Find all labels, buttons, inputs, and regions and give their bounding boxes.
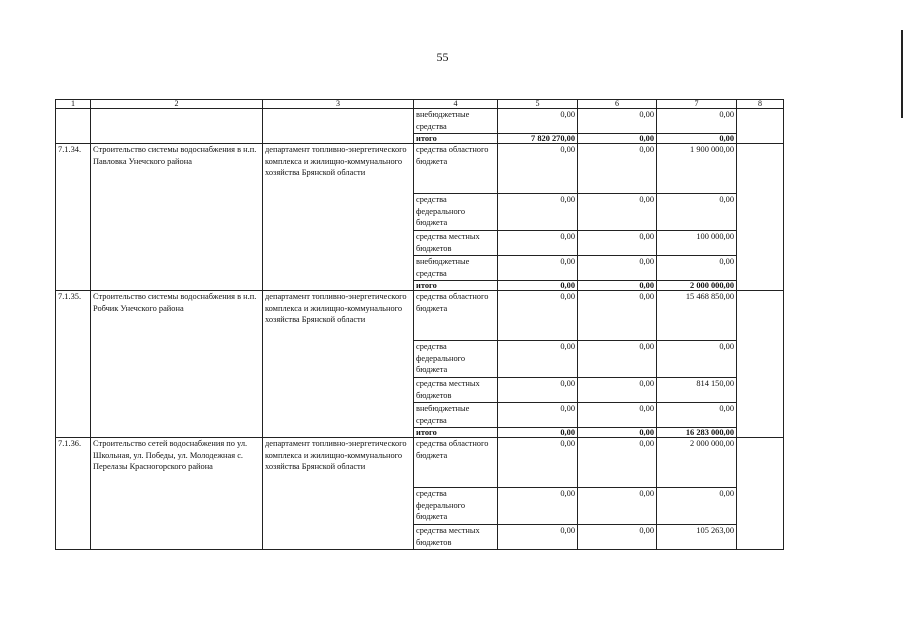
source-cell: средства федерального бюджета [414,341,498,378]
source-cell: средства местных бюджетов [414,378,498,403]
code-cell: 7.1.35. [56,291,91,438]
source-cell: внебюджетные средства [414,109,498,134]
source-cell: средства федерального бюджета [414,194,498,231]
table-row [56,109,784,134]
value-cell: 0,00 [578,488,657,525]
code-cell: 7.1.36. [56,438,91,550]
column-header: 5 [498,100,578,109]
note-cell [737,438,784,550]
value-cell: 2 000 000,00 [657,281,737,291]
scan-edge-line [901,30,903,118]
value-cell: 0,00 [578,281,657,291]
column-header: 6 [578,100,657,109]
column-header: 4 [414,100,498,109]
source-cell: средства областного бюджета [414,291,498,341]
value-cell: 0,00 [498,144,578,194]
code-cell [56,109,91,144]
value-cell: 0,00 [578,403,657,428]
source-cell: итого [414,281,498,291]
value-cell: 0,00 [498,438,578,488]
value-cell: 0,00 [498,109,578,134]
source-cell: средства областного бюджета [414,144,498,194]
source-cell: внебюджетные средства [414,403,498,428]
column-header: 1 [56,100,91,109]
name-cell: Строительство системы водоснабжения в н.п. Робчик Унечского района [91,291,263,438]
source-cell: итого [414,134,498,144]
source-cell: внебюджетные средства [414,256,498,281]
value-cell: 0,00 [498,403,578,428]
source-cell: итого [414,428,498,438]
value-cell: 105 263,00 [657,525,737,550]
source-cell: средства местных бюджетов [414,231,498,256]
column-header: 8 [737,100,784,109]
value-cell: 0,00 [498,378,578,403]
value-cell: 0,00 [498,341,578,378]
dept-cell: департамент топливно-энергетического комплекса и жилищно-коммунального хозяйства Брянской области [263,438,414,550]
value-cell: 0,00 [578,525,657,550]
value-cell: 0,00 [578,291,657,341]
dept-cell: департамент топливно-энергетического комплекса и жилищно-коммунального хозяйства Брянской области [263,144,414,291]
value-cell: 0,00 [498,488,578,525]
value-cell: 0,00 [578,428,657,438]
note-cell [737,144,784,291]
code-cell: 7.1.34. [56,144,91,291]
dept-cell [263,109,414,144]
value-cell: 16 283 000,00 [657,428,737,438]
source-cell: средства федерального бюджета [414,488,498,525]
value-cell: 7 820 270,00 [498,134,578,144]
value-cell: 100 000,00 [657,231,737,256]
name-cell: Строительство сетей водоснабжения по ул. Школьная, ул. Победы, ул. Молодежная с. Перелазы Красногорского района [91,438,263,550]
value-cell: 0,00 [578,341,657,378]
note-cell [737,291,784,438]
value-cell: 0,00 [657,194,737,231]
page-number: 55 [436,50,449,64]
name-cell [91,109,263,144]
budget-table [55,99,784,550]
table-row [56,438,784,488]
value-cell: 0,00 [578,378,657,403]
value-cell: 0,00 [578,231,657,256]
value-cell: 0,00 [578,109,657,134]
column-header: 2 [91,100,263,109]
value-cell: 0,00 [498,231,578,256]
value-cell: 0,00 [498,291,578,341]
dept-cell: департамент топливно-энергетического комплекса и жилищно-коммунального хозяйства Брянской области [263,291,414,438]
value-cell: 1 900 000,00 [657,144,737,194]
column-header: 3 [263,100,414,109]
value-cell: 814 150,00 [657,378,737,403]
value-cell: 0,00 [578,256,657,281]
source-cell: средства местных бюджетов [414,525,498,550]
column-number-row [56,100,784,109]
value-cell: 0,00 [657,403,737,428]
value-cell: 0,00 [657,256,737,281]
note-cell [737,109,784,144]
value-cell: 15 468 850,00 [657,291,737,341]
value-cell: 0,00 [498,194,578,231]
value-cell: 0,00 [498,428,578,438]
value-cell: 0,00 [498,256,578,281]
value-cell: 0,00 [578,144,657,194]
value-cell: 2 000 000,00 [657,438,737,488]
table-row [56,144,784,194]
value-cell: 0,00 [657,109,737,134]
value-cell: 0,00 [498,525,578,550]
value-cell: 0,00 [657,488,737,525]
value-cell: 0,00 [578,134,657,144]
table-row [56,291,784,341]
name-cell: Строительство системы водоснабжения в н.п. Павловка Унечского района [91,144,263,291]
column-header: 7 [657,100,737,109]
value-cell: 0,00 [657,134,737,144]
value-cell: 0,00 [578,438,657,488]
value-cell: 0,00 [657,341,737,378]
value-cell: 0,00 [498,281,578,291]
value-cell: 0,00 [578,194,657,231]
source-cell: средства областного бюджета [414,438,498,488]
